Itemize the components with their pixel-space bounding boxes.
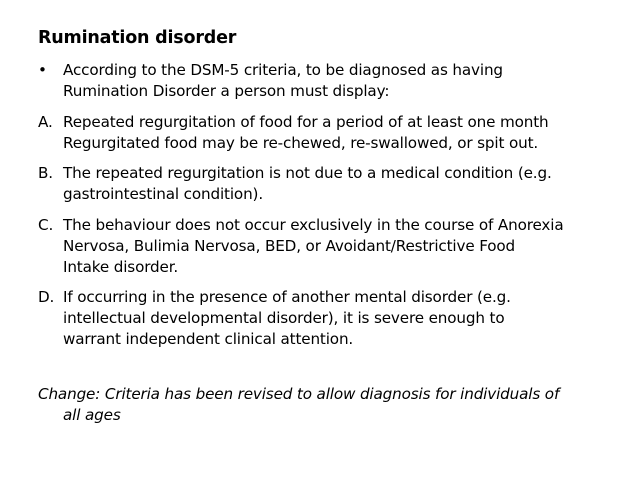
criterion-marker: D. (38, 288, 55, 306)
text-line: The behaviour does not occur exclusively in the course of Anorexia (63, 216, 564, 234)
criterion-d (38, 287, 618, 350)
criterion-marker: A. (38, 113, 53, 131)
criterion-marker: C. (38, 216, 54, 234)
text-line: intellectual developmental disorder), it is severe enough to (63, 309, 505, 327)
criterion-text (63, 287, 618, 350)
slide-title: Rumination disorder (38, 28, 237, 48)
criterion-text (63, 215, 618, 278)
intro-bullet-text (63, 60, 618, 102)
criterion-c (38, 215, 618, 278)
criterion-marker: B. (38, 164, 53, 182)
change-note (38, 384, 618, 426)
intro-bullet (38, 60, 618, 102)
text-line: If occurring in the presence of another mental disorder (e.g. (63, 288, 511, 306)
text-line: Intake disorder. (63, 258, 179, 276)
text-line: Rumination Disorder a person must display: (63, 82, 390, 100)
criterion-b (38, 163, 618, 205)
text-line: gastrointestinal condition). (63, 185, 264, 203)
text-line: The repeated regurgitation is not due to a medical condition (e.g. (63, 164, 552, 182)
text-line: According to the DSM-5 criteria, to be diagnosed as having (63, 61, 503, 79)
bullet-marker: • (38, 61, 47, 79)
criterion-text (63, 163, 618, 205)
text-line: Nervosa, Bulimia Nervosa, BED, or Avoidant/Restrictive Food (63, 237, 516, 255)
criterion-text (63, 112, 618, 154)
text-line: Repeated regurgitation of food for a period of at least one month (63, 113, 549, 131)
change-line-1: Change: Criteria has been revised to allow diagnosis for individuals of (38, 385, 560, 403)
change-line-2: all ages (63, 406, 121, 424)
text-line: warrant independent clinical attention. (63, 330, 354, 348)
criterion-a (38, 112, 618, 154)
text-line: Regurgitated food may be re-chewed, re-swallowed, or spit out. (63, 134, 539, 152)
